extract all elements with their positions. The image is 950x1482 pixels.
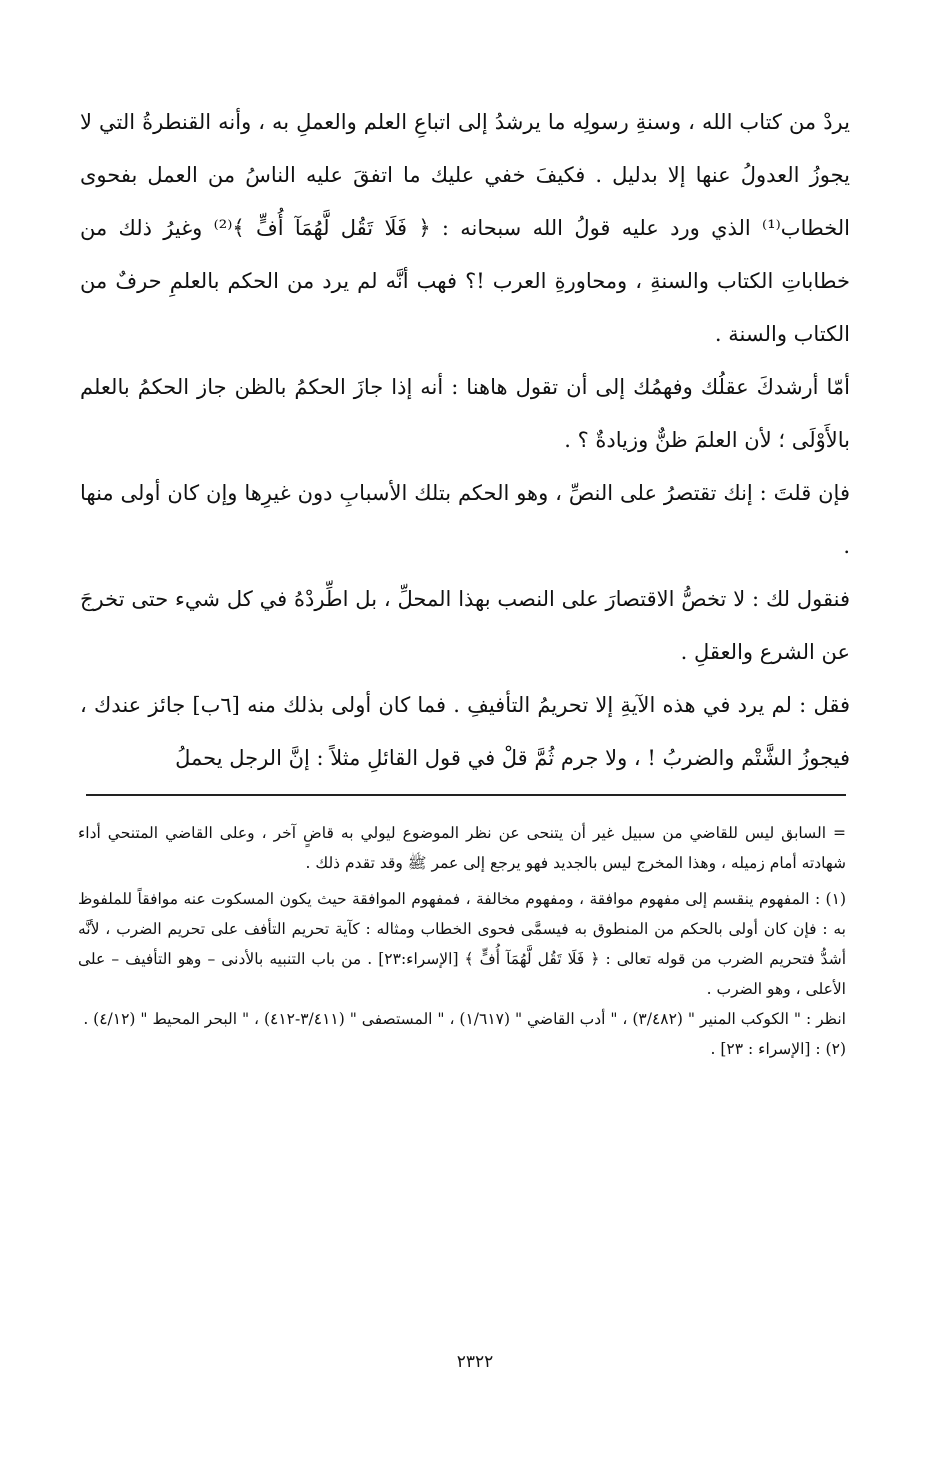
footnote-2: (٢) : [الإسراء : ٢٣] .	[710, 1040, 846, 1058]
footnote-1: (١) : المفهوم ينقسم إلى مفهوم موافقة ، ومفهوم مخالفة ، فمفهوم الموافقة حيث يكون المسكوت عنه موافقاً للملفوظ به : فإن كان أولى بالحكم من المنطوق به فيسمَّى فحوى الخطاب ومثاله : كآية تحريم التأفف على تحريم الضرب ، لأنَّه أشدُّ فتحريم الضرب من قوله تعالى : ﴿ فَلَا تَقُل لَّهُمَآ أُفٍّ ﴾ [الإسراء:٢٣] . من باب التنبيه بالأدنى – وهو التأفيف – على الأعلى ، وهو الضرب .	[78, 890, 846, 998]
page-number: ٢٣٢٢	[456, 1352, 494, 1372]
main-text-block	[80, 96, 850, 785]
footnotes-block	[78, 818, 846, 1064]
main-paragraph: أمّا أرشدكَ عقلُك وفهمُك إلى أن تقول هاهنا : أنه إذا جازَ الحكمُ بالظن جاز الحكمُ بالعلم بالأَوْلَى ؛ لأن العلمَ ظنٌّ وزيادةٌ ؟ .	[80, 375, 850, 452]
footnote-divider	[86, 794, 846, 796]
footnote-1-references: انظر : " الكوكب المنير " (٣/٤٨٢) ، " أدب القاضي " (١/٦١٧) ، " المستصفى " (٣/٤١١-٤١٢) ، " البحر المحيط " (٤/١٢) .	[83, 1010, 846, 1028]
main-paragraph: فإن قلتَ : إنك تقتصرُ على النصِّ ، وهو الحكم بتلك الأسبابِ دون غيرِها وإن كان أولى منها .	[80, 481, 850, 558]
main-paragraph: فنقول لك : لا تخصُّ الاقتصارَ على النصب بهذا المحلِّ ، بل اطِّردْهُ في كل شيء حتى تخرجَ عن الشرع والعقلِ .	[80, 587, 850, 664]
footnote-continuation: = السابق ليس للقاضي من سبيل غير أن يتنحى عن نظر الموضوع ليولي به قاضٍ آخر ، وعلى القاضي المتنحي أداء شهادته أمام زميله ، وهذا المخرج ليس بالجديد فهو يرجع إلى عمر ﷺ وقد تقدم ذلك .	[78, 824, 846, 872]
main-paragraph: فقل : لم يرد في هذه الآيةِ إلا تحريمُ التأفيفِ . فما كان أولى بذلك منه [٦ب] جائز عندك ، فيجوزُ الشَّتْم والضربُ ! ، ولا جرم ثُمَّ قلْ في قول القائلِ مثلاً : إنَّ الرجل يحملُ	[80, 693, 851, 770]
main-paragraph: يردْ من كتاب الله ، وسنةِ رسولِه ما يرشدُ إلى اتباعِ العلم والعملِ به ، وأنه القنطرةُ التي لا يجوزُ العدولُ عنها إلا بدليل . فكيفَ خفي عليك ما اتفقَ عليه الناسُ من العمل بفحوى الخطاب⁽¹⁾ الذي ورد عليه قولُ الله سبحانه : ﴿ فَلَا تَقُل لَّهُمَآ أُفٍّ ﴾⁽²⁾ وغيرُ ذلك من خطاباتِ الكتاب والسنةِ ، ومحاورةِ العرب !؟ فهب أنَّه لم يرد من الحكم بالعلمِ حرفٌ من الكتاب والسنة .	[80, 110, 850, 346]
